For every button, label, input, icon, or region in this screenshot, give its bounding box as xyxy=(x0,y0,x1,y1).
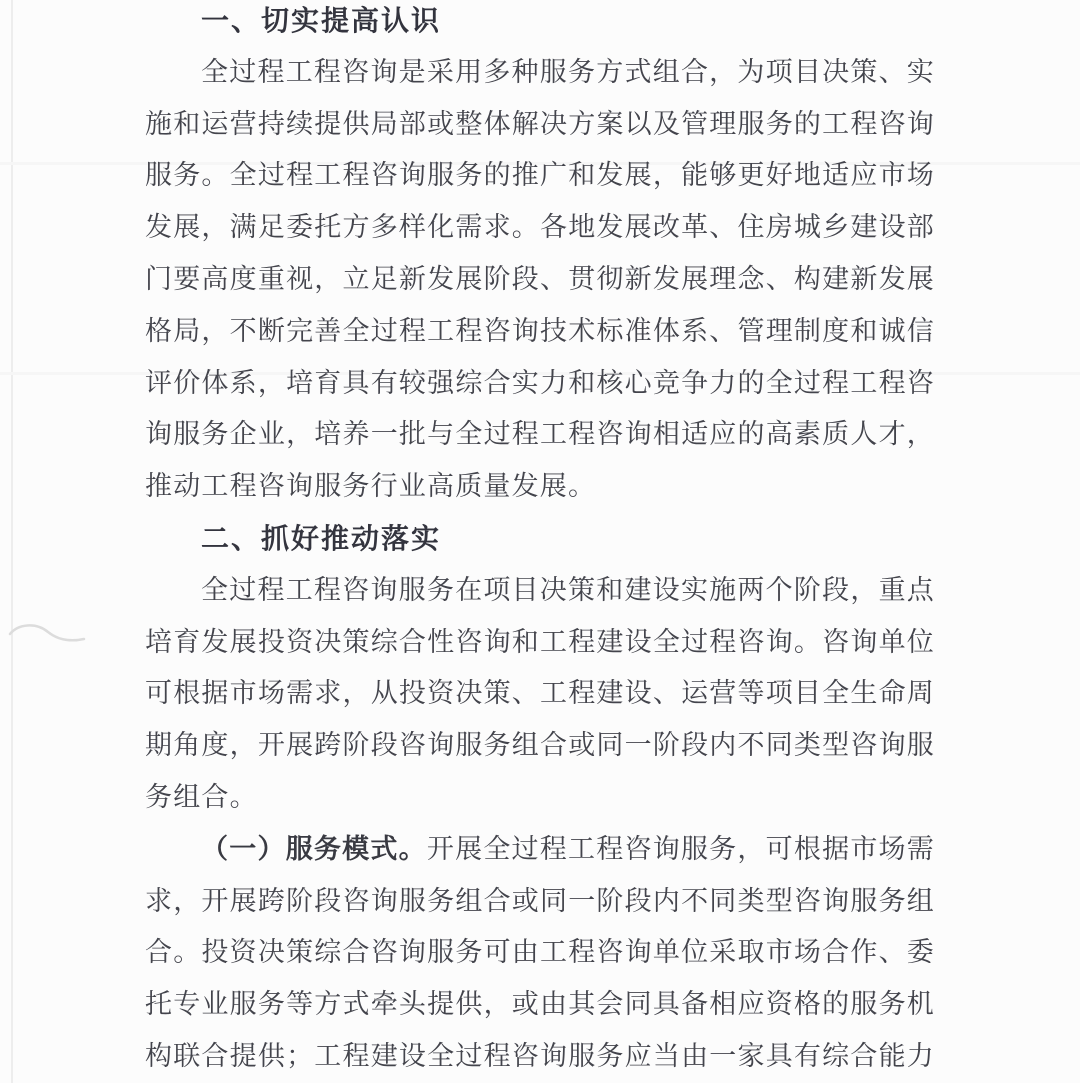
document-line: 门要高度重视，立足新发展阶段、贯彻新发展理念、构建新发展 xyxy=(145,263,935,295)
document-line: 求，开展跨阶段咨询服务组合或同一阶段内不同类型咨询服务组 xyxy=(145,885,935,917)
subsection-title-service-mode: （一）服务模式。 xyxy=(201,833,427,865)
document-line: 发展，满足委托方多样化需求。各地发展改革、住房城乡建设部 xyxy=(145,212,935,244)
document-line: 全过程工程咨询服务在项目决策和建设实施两个阶段，重点 xyxy=(201,574,935,606)
document-text xyxy=(145,0,935,1083)
document-line: 期角度，开展跨阶段咨询服务组合或同一阶段内不同类型咨询服 xyxy=(145,730,935,762)
document-line: 合。投资决策综合咨询服务可由工程咨询单位采取市场合作、委 xyxy=(145,937,935,969)
section-1-heading: 一、切实提高认识 xyxy=(201,4,442,37)
document-line: 格局，不断完善全过程工程咨询技术标准体系、管理制度和诚信 xyxy=(145,315,935,347)
document-line xyxy=(145,824,935,876)
scan-squiggle-mark xyxy=(4,612,164,662)
document-line: 服务。全过程工程咨询服务的推广和发展，能够更好地适应市场 xyxy=(145,160,935,192)
document-line: 培育发展投资决策综合性咨询和工程建设全过程咨询。咨询单位 xyxy=(145,626,935,658)
line-text: 开展全过程工程咨询服务，可根据市场需 xyxy=(426,833,935,865)
document-line: 务组合。 xyxy=(145,781,258,813)
document-line: 全过程工程咨询是采用多种服务方式组合，为项目决策、实 xyxy=(201,56,935,88)
section-2-heading: 二、抓好推动落实 xyxy=(201,521,442,555)
document-line: 托专业服务等方式牵头提供，或由其会同具备相应资格的服务机 xyxy=(145,989,935,1021)
document-line: 评价体系，培育具有较强综合实力和核心竞争力的全过程工程咨 xyxy=(145,367,935,399)
document-line: 推动工程咨询服务行业高质量发展。 xyxy=(145,471,597,503)
document-line: 施和运营持续提供局部或整体解决方案以及管理服务的工程咨询 xyxy=(145,108,935,140)
document-line: 构联合提供；工程建设全过程咨询服务应当由一家具有综合能力 xyxy=(145,1040,935,1072)
document-line: 可根据市场需求，从投资决策、工程建设、运营等项目全生命周 xyxy=(145,678,935,710)
document-line: 询服务企业，培养一批与全过程工程咨询相适应的高素质人才， xyxy=(145,419,935,451)
